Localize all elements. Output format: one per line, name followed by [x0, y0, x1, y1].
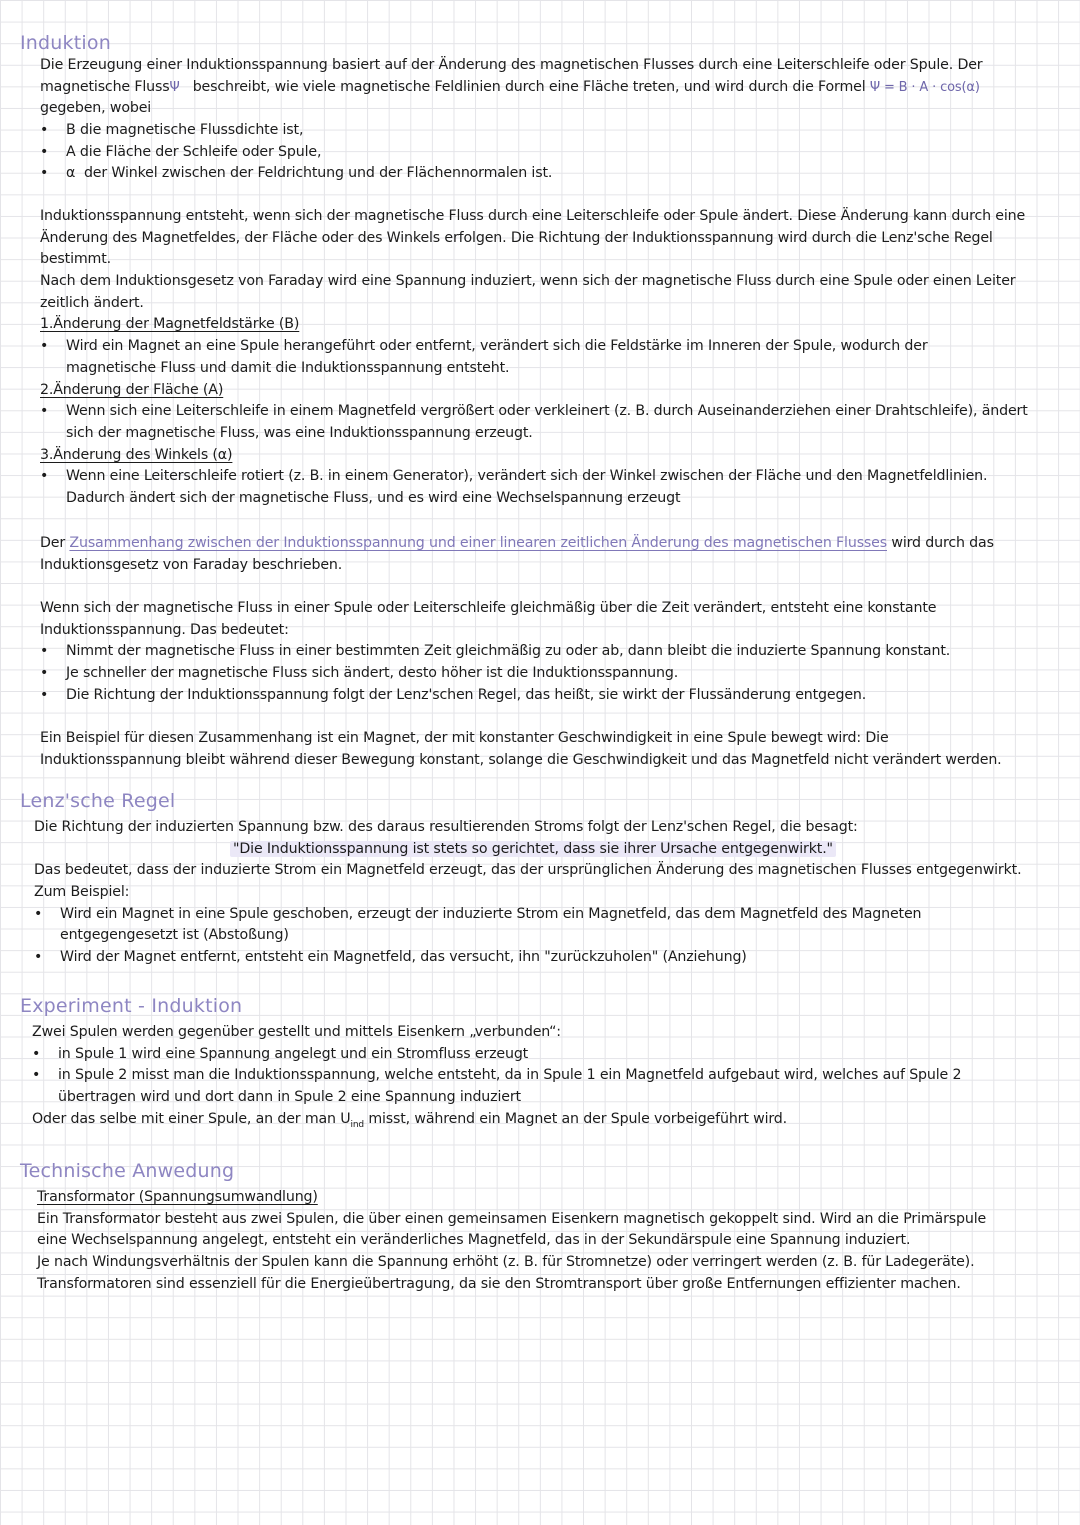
case-3-line-1: • Wenn eine Leiterschleife rotiert (z. B. in einem Generator), verändert sich der Winkel zwischen der Fläche und den Magnetfeldlinien. [40, 466, 1028, 488]
def-item-b: • B die magnetische Flussdichte ist, [40, 120, 982, 142]
p4-bullet-1: • Nimmt der magnetische Fluss in einer bestimmten Zeit gleichmäßig zu oder ab, dann bleibt die induzierte Spannung konstant. [40, 641, 950, 663]
lenz-bullet-2: • Wird der Magnet entfernt, entsteht ein Magnetfeld, das versucht, ihn "zurückzuholen" (Anziehung) [34, 947, 1021, 969]
induktion-p4 [40, 598, 950, 706]
intro-line-1: Die Erzeugung einer Induktionsspannung basiert auf der Änderung des magnetischen Flusses durch eine Leiterschleife oder Spule. Der [40, 57, 983, 73]
case-1-title: 1.Änderung der Magnetfeldstärke (B) [40, 316, 300, 333]
p2-line-4: Nach dem Induktionsgesetz von Faraday wird eine Spannung induziert, wenn sich der magnetische Fluss durch eine Spule oder einen Leiter [40, 273, 1016, 290]
induktion-p3 [40, 533, 994, 576]
zusammenhang-link[interactable]: Zusammenhang zwischen der Induktionsspannung und einer linearen zeitlichen Änderung des magnetischen Flusses [69, 535, 887, 551]
experiment-last-line [32, 1109, 961, 1131]
case-2-title: 2.Änderung der Fläche (A) [40, 381, 224, 398]
technik-line-3: Je nach Windungsverhältnis der Spulen kann die Spannung erhöht (z. B. für Stromnetze) oder verringert werden (z. B. für Ladegeräte). [37, 1254, 975, 1271]
experiment-body [32, 1022, 961, 1130]
heading-lenz: Lenz'sche Regel [20, 790, 176, 812]
alpha-symbol: α [66, 165, 76, 182]
experiment-line-1: Zwei Spulen werden gegenüber gestellt und mittels Eisenkern „verbunden“: [32, 1024, 561, 1040]
induktion-p5 [40, 728, 1002, 771]
p4-bullet-2: • Je schneller der magnetische Fluss sich ändert, desto höher ist die Induktionsspannung. [40, 663, 950, 685]
p3-line-1 [40, 533, 994, 555]
technik-line-4: Transformatoren sind essenziell für die Energieübertragung, da sie den Stromtransport über große Entfernungen effizienter machen. [37, 1275, 961, 1292]
def-item-alpha-text: der Winkel zwischen der Feldrichtung und der Flächennormalen ist. [83, 165, 553, 182]
lenz-line-4: Zum Beispiel: [34, 884, 130, 901]
def-item-a: • A die Fläche der Schleife oder Spule, [40, 142, 982, 164]
case-3-line-2: Dadurch ändert sich der magnetische Fluss, und es wird eine Wechselspannung erzeugt [66, 489, 681, 506]
experiment-bullet-1: • in Spule 1 wird eine Spannung angelegt und ein Stromfluss erzeugt [32, 1044, 961, 1066]
heading-experiment: Experiment - Induktion [20, 995, 243, 1017]
case-3-title: 3.Änderung des Winkels (α) [40, 446, 233, 463]
lenz-bullet-1-line-1: • Wird ein Magnet in eine Spule geschoben, erzeugt der induzierte Strom ein Magnetfeld, das dem Magnetfeld des Magneten [34, 904, 1021, 926]
p3-pre: Der [40, 535, 70, 551]
lenz-line-1: Die Richtung der induzierten Spannung bzw. des daraus resultierenden Stroms folgt der Lenz'schen Regel, die besagt: [34, 819, 858, 835]
intro-line-2 [40, 77, 982, 99]
p2-line-2: Änderung des Magnetfeldes, der Fläche oder des Winkels erfolgen. Die Richtung der Induktionsspannung wird durch die Lenz'sche Regel [40, 229, 993, 246]
heading-technik: Technische Anwedung [20, 1160, 235, 1182]
p2-line-5: zeitlich ändert. [40, 294, 144, 311]
p4-bullet-3: • Die Richtung der Induktionsspannung folgt der Lenz'schen Regel, das heißt, sie wirkt der Flussänderung entgegen. [40, 685, 950, 707]
case-1-line-2: magnetische Fluss und damit die Induktionsspannung entsteht. [66, 359, 510, 376]
technik-line-1: Ein Transformator besteht aus zwei Spulen, die über einen gemeinsamen Eisenkern magnetisch gekoppelt sind. Wird an die Primärspule [37, 1210, 987, 1227]
lenz-quote-line [34, 839, 1021, 861]
psi-symbol: Ψ [169, 79, 180, 95]
technik-subheading: Transformator (Spannungsumwandlung) [37, 1189, 318, 1205]
flux-formula: Ψ = B · A · cos(α) [869, 79, 980, 95]
p3-post: wird durch das [887, 535, 994, 551]
p2-line-1: Induktionsspannung entsteht, wenn sich der magnetische Fluss durch eine Leiterschleife oder Spule ändert. Diese Änderung kann durch eine [40, 208, 1026, 224]
def-item-alpha [40, 163, 982, 185]
experiment-bullet-2-line-2: übertragen wird und dort dann in Spule 2 eine Spannung induziert [58, 1089, 521, 1106]
induktion-p2 [40, 206, 1028, 510]
p2-line-3: bestimmt. [40, 251, 111, 268]
experiment-bullet-2-line-1: • in Spule 2 misst man die Induktionsspannung, welche entsteht, da in Spule 1 ein Magnetfeld aufgebaut wird, welches auf Spule 2 [32, 1065, 961, 1087]
technik-line-2: eine Wechselspannung angelegt, entsteht ein veränderliches Magnetfeld, das in der Sekundärspule eine Spannung induziert. [37, 1232, 911, 1249]
case-2-line-2: sich der magnetische Fluss, was eine Induktionsspannung erzeugt. [66, 424, 533, 441]
intro-line-2a: magnetische Fluss [40, 78, 170, 95]
lenz-bullet-1-line-2: entgegengesetzt ist (Abstoßung) [60, 927, 289, 944]
induktion-intro [40, 55, 982, 185]
lenz-line-3: Das bedeutet, dass der induzierte Strom ein Magnetfeld erzeugt, das der ursprünglichen Änderung des magnetischen Flusses entgegenwirkt. [34, 862, 1022, 879]
p4-line-1: Wenn sich der magnetische Fluss in einer Spule oder Leiterschleife gleichmäßig über die Zeit verändert, entsteht eine konstante [40, 600, 937, 616]
lenz-body [34, 817, 1021, 969]
experiment-last-post: misst, während ein Magnet an der Spule vorbeigeführt wird. [363, 1110, 788, 1127]
case-1-line-1: • Wird ein Magnet an eine Spule herangeführt oder entfernt, verändert sich die Feldstärke im Inneren der Spule, wodurch der [40, 336, 1028, 358]
case-2-line-1: • Wenn sich eine Leiterschleife in einem Magnetfeld vergrößert oder verkleinert (z. B. durch Auseinanderziehen einer Drahtschleife), ändert [40, 401, 1028, 423]
p5-line-1: Ein Beispiel für diesen Zusammenhang ist ein Magnet, der mit konstanter Geschwindigkeit in eine Spule bewegt wird: Die [40, 730, 889, 746]
experiment-u-subscript: ind [350, 1119, 364, 1130]
lenz-quote: "Die Induktionsspannung ist stets so gerichtet, dass sie ihrer Ursache entgegenwirkt." [230, 841, 836, 857]
p3-line-2: Induktionsgesetz von Faraday beschrieben. [40, 556, 343, 573]
p4-line-2: Induktionsspannung. Das bedeutet: [40, 621, 289, 638]
experiment-last-pre: Oder das selbe mit einer Spule, an der man U [32, 1110, 351, 1127]
p5-line-2: Induktionsspannung bleibt während dieser Bewegung konstant, solange die Geschwindigkeit und das Magnetfeld nicht verändert werden. [40, 751, 1002, 768]
technik-body [37, 1187, 986, 1295]
intro-line-3: gegeben, wobei [40, 100, 152, 117]
heading-induktion: Induktion [20, 32, 111, 54]
intro-line-2b: beschreibt, wie viele magnetische Feldlinien durch eine Fläche treten, und wird durch die Formel [192, 78, 866, 95]
